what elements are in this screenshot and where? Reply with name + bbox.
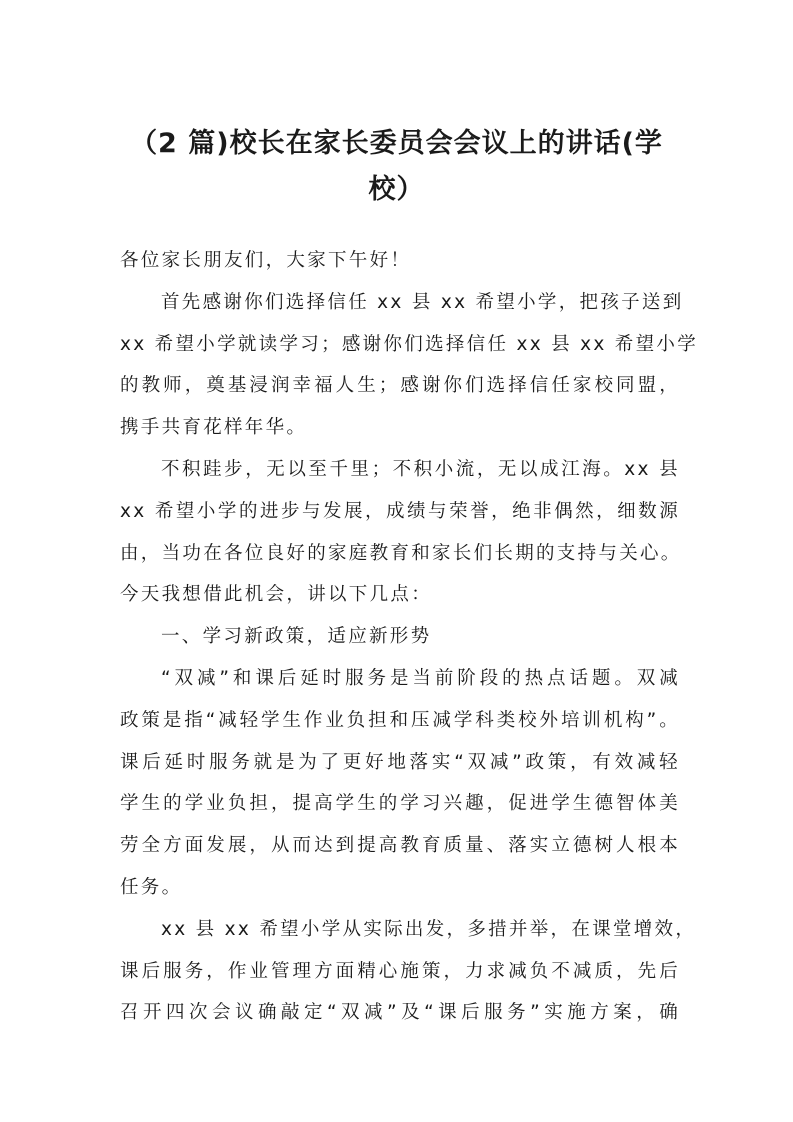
paragraph-line: xx 希望小学就读学习；感谢你们选择信任 xx 县 xx 希望小学 <box>120 333 698 355</box>
paragraph-line: 课后延时服务就是为了更好地落实“双减”政策，有效减轻 <box>120 751 680 773</box>
paragraph-line: 课后服务，作业管理方面精心施策，力求减负不减质，先后 <box>120 960 680 982</box>
paragraph-line: 的教师，奠基浸润幸福人生；感谢你们选择信任家校同盟， <box>120 375 680 397</box>
paragraph-line: 首先感谢你们选择信任 xx 县 xx 希望小学，把孩子送到 <box>161 291 684 313</box>
greeting-line: 各位家长朋友们，大家下午好！ <box>120 250 412 271</box>
paragraph-line: 今天我想借此机会，讲以下几点： <box>120 584 433 606</box>
document-body <box>120 240 698 1034</box>
paragraph-line: 任务。 <box>120 876 183 898</box>
document-title-line-2: 校） <box>368 174 425 205</box>
paragraph-line: xx 希望小学的进步与发展，成绩与荣誉，绝非偶然，细数源 <box>120 500 680 522</box>
paragraph-line: 不积跬步，无以至千里；不积小流，无以成江海。xx 县 <box>161 458 680 480</box>
paragraph-line: 劳全方面发展，从而达到提高教育质量、落实立德树人根本 <box>120 835 680 857</box>
document-title-line-1: （2 篇)校长在家长委员会会议上的讲话(学 <box>130 128 663 159</box>
paragraph-line: 携手共育花样年华。 <box>120 417 308 439</box>
paragraph-line: 政策是指“减轻学生作业负担和压减学科类校外培训机构”。 <box>120 709 680 731</box>
paragraph-line: 学生的学业负担，提高学生的学习兴趣，促进学生德智体美 <box>120 793 680 815</box>
paragraph-line: 由，当功在各位良好的家庭教育和家长们长期的支持与关心。 <box>120 542 682 564</box>
paragraph-line: “双减”和课后延时服务是当前阶段的热点话题。双减 <box>161 667 680 689</box>
paragraph-line: 召开四次会议确敲定“双减”及“课后服务”实施方案，确 <box>120 1002 680 1024</box>
section-heading: 一、学习新政策，适应新形势 <box>161 626 432 648</box>
paragraph-line: xx 县 xx 希望小学从实际出发，多措并举，在课堂增效， <box>161 918 697 940</box>
